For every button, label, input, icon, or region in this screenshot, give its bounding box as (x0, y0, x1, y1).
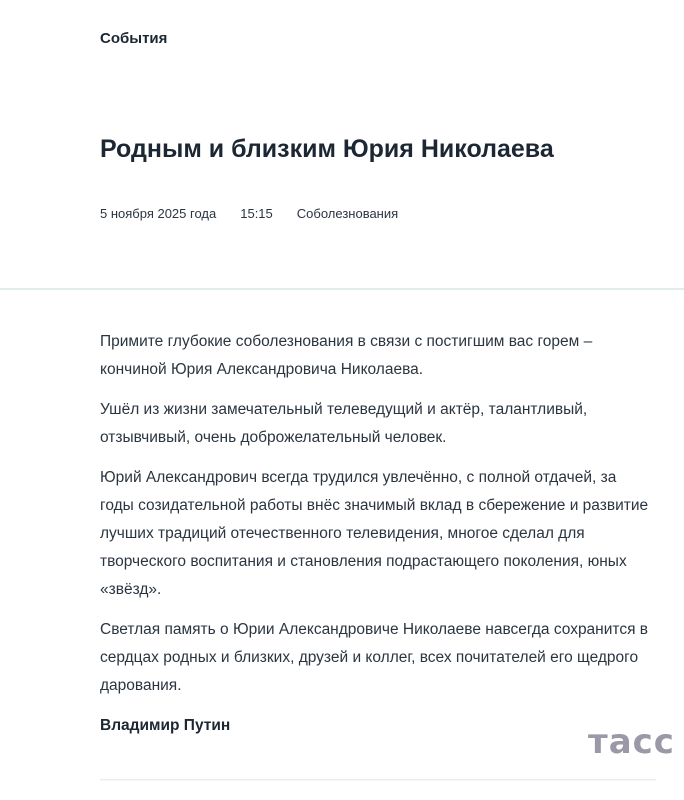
article-body (100, 328, 652, 752)
paragraph: Светлая память о Юрии Александровиче Николаеве навсегда сохранится в сердцах родных и близких, друзей и коллег, всех почитателей его щедрого дарования. (100, 621, 649, 694)
section-label[interactable]: События (100, 30, 168, 47)
tass-logo-watermark: тасс (588, 722, 675, 762)
page-title: Родным и близким Юрия Николаева (100, 135, 554, 163)
paragraph: Примите глубокие соболезнования в связи с постигшим вас горем – кончиной Юрия Александровича Николаева. (100, 333, 593, 378)
section-divider (0, 288, 684, 290)
article-date: 5 ноября 2025 года (100, 206, 217, 221)
paragraph: Юрий Александрович всегда трудился увлечённо, с полной отдачей, за годы созидательной работы внёс значимый вклад в сбережение и развитие лучших традиций отечественного телевидения, многое сделал для творческого воспитания и становления подрастающего поколения, юных «звёзд». (100, 469, 649, 598)
bottom-divider (100, 779, 656, 780)
article-meta (100, 206, 398, 221)
article-category-link[interactable]: Соболезнования (296, 206, 399, 221)
article-time: 15:15 (240, 206, 273, 221)
paragraph: Ушёл из жизни замечательный телеведущий и актёр, талантливый, отзывчивый, очень доброжелательный человек. (100, 401, 588, 446)
signature: Владимир Путин (100, 717, 231, 734)
